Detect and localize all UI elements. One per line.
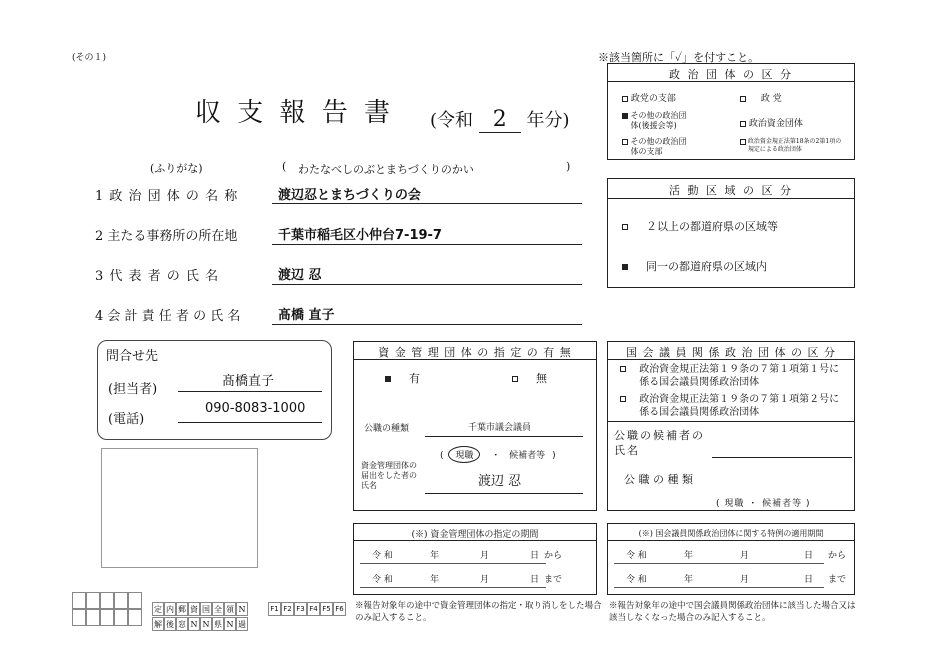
- contact-title: 問合せ先: [106, 345, 162, 364]
- period-diet-header: (※) 国会議員関係政治団体に関する特例の適用期間: [638, 529, 824, 538]
- divider: [353, 540, 597, 541]
- code-label-cell: 過: [236, 617, 248, 631]
- diet-position-label: 公 職 の 種 類: [624, 473, 693, 486]
- fund-mgmt-header: 資 金 管 理 団 体 の 指 定 の 有 無: [378, 346, 572, 359]
- period-fund-to-row: [372, 572, 594, 585]
- underline: [272, 244, 582, 245]
- code-cell[interactable]: [86, 609, 100, 626]
- day-unit: 日: [804, 551, 814, 561]
- code-label-cell: 定: [152, 602, 164, 616]
- diet-candidate-label: 公職の候補者の氏名: [614, 429, 705, 457]
- era-label: 令 和: [372, 575, 393, 585]
- fund-mgmt-notifier-label: 資金管理団体の届出をした者の氏名: [361, 461, 417, 490]
- code-cell[interactable]: [128, 592, 142, 609]
- month-unit: 月: [740, 575, 750, 585]
- checkbox-checked-icon[interactable]: [622, 264, 628, 270]
- fund-mgmt-status: [440, 446, 556, 463]
- code-label-cell: 解: [152, 617, 164, 631]
- checkbox-icon[interactable]: [740, 121, 746, 127]
- underline: [425, 436, 583, 437]
- month-unit: 月: [740, 551, 750, 561]
- contact-phone-label: (電話): [108, 412, 145, 427]
- code-label-cell: 郵: [176, 602, 188, 616]
- field-value-representative[interactable]: 渡辺 忍: [278, 268, 322, 283]
- furigana-close: ): [566, 160, 571, 173]
- underline: [272, 324, 582, 325]
- code-cell[interactable]: [100, 592, 114, 609]
- activity-single[interactable]: [622, 258, 767, 274]
- checkbox-icon[interactable]: [740, 96, 746, 102]
- org-type-art18[interactable]: [740, 138, 844, 154]
- divider: [607, 421, 855, 422]
- field-value-accountant[interactable]: 髙橋 直子: [278, 308, 335, 323]
- code-label-cell: 県: [212, 617, 224, 631]
- field-value-org-name[interactable]: 渡辺忍とまちづくりの会: [278, 188, 421, 203]
- divider: [607, 540, 855, 541]
- activity-single-label: 同一の都道府県の区域内: [646, 260, 767, 273]
- contact-person-value[interactable]: 髙橋直子: [222, 374, 275, 389]
- status-incumbent-circled[interactable]: 現職: [448, 446, 480, 463]
- day-unit: 日: [804, 575, 814, 585]
- year-value[interactable]: 2: [479, 107, 521, 133]
- period-diet-note: ※報告対象年の途中で国会議員関係政治団体に該当した場合又は該当しなくなった場合のみ記入すること。: [609, 601, 856, 623]
- status-dot: ・: [491, 451, 501, 461]
- f-code-cell: F5: [320, 602, 333, 616]
- blank-box: [101, 448, 258, 568]
- fund-mgmt-notifier-value[interactable]: 渡辺 忍: [478, 474, 522, 489]
- from-label: から: [544, 551, 563, 561]
- status-open: (: [440, 451, 444, 461]
- code-cell[interactable]: [114, 609, 128, 626]
- underline: [178, 422, 322, 423]
- underline: [712, 457, 852, 458]
- org-type-fund-label: 政治資金団体: [748, 119, 803, 129]
- code-cell[interactable]: [128, 609, 142, 626]
- underline: [272, 284, 582, 285]
- era-label: 令 和: [626, 551, 647, 561]
- divider: [353, 359, 597, 360]
- checkbox-icon[interactable]: [512, 376, 518, 382]
- era-label: 令 和: [372, 551, 393, 561]
- org-type-other-label: その他の政治団体(後援会等): [630, 111, 687, 130]
- code-label-cell: N: [200, 617, 212, 631]
- divider: [607, 359, 855, 360]
- code-label-cell: N: [236, 602, 248, 616]
- f-code-cell: F4: [307, 602, 320, 616]
- day-unit: 日: [530, 575, 540, 585]
- code-label-cell: N: [224, 617, 236, 631]
- code-row-bottom: [152, 617, 248, 631]
- diet-item-2[interactable]: [620, 393, 844, 419]
- period-fund-header: (※) 資金管理団体の指定の期間: [411, 530, 539, 540]
- checkbox-icon[interactable]: [622, 96, 628, 102]
- checkbox-checked-icon[interactable]: [385, 376, 391, 382]
- underline: [360, 587, 546, 588]
- period-diet-to-row: [626, 572, 852, 585]
- to-label: まで: [828, 575, 847, 585]
- org-type-other-branch[interactable]: [622, 137, 693, 157]
- period-diet-from-row: [626, 548, 852, 561]
- checkbox-icon[interactable]: [620, 366, 626, 372]
- f-code-cell: F6: [333, 602, 346, 616]
- org-type-art18-label: 政治資金規正法第18条の2第1項の規定による政治団体: [747, 138, 842, 153]
- f-code-cell: F1: [268, 602, 281, 616]
- org-type-party[interactable]: [740, 91, 782, 104]
- org-type-header: 政 治 団 体 の 区 分: [669, 68, 793, 81]
- year-prefix: (令和: [430, 110, 474, 131]
- status-close: ): [552, 451, 556, 461]
- era-label: 令 和: [626, 575, 647, 585]
- fund-mgmt-position-label: 公職の種類: [364, 424, 410, 434]
- field-label-accountant: 4 会 計 責 任 者 の 氏 名: [95, 309, 241, 324]
- furigana-value[interactable]: わたなべしのぶとまちづくりのかい: [298, 163, 474, 176]
- fund-mgmt-no-label: 無: [536, 372, 547, 385]
- month-unit: 月: [480, 575, 490, 585]
- diet-status: ( 現職 ・ 候補者等 ): [716, 499, 811, 509]
- org-type-other[interactable]: [622, 111, 693, 131]
- code-label-cell: 領: [224, 602, 236, 616]
- underline: [614, 587, 824, 588]
- to-label: まで: [544, 575, 563, 585]
- checkbox-icon[interactable]: [620, 396, 626, 402]
- day-unit: 日: [530, 551, 540, 561]
- activity-multi[interactable]: [622, 218, 778, 234]
- checkbox-icon[interactable]: [622, 224, 628, 230]
- field-label-org-name: 1 政 治 団 体 の 名 称: [95, 189, 239, 204]
- diet-item-1-label: 政治資金規正法第１９条の７第１項第１号に係る国会議員関係政治団体: [639, 364, 840, 388]
- org-type-party-label: 政 党: [760, 94, 782, 104]
- fund-mgmt-yes[interactable]: [385, 370, 420, 386]
- status-candidate: 候補者等: [509, 451, 546, 461]
- code-cell[interactable]: [86, 592, 100, 609]
- check-note: ※該当箇所に「✓」を付すこと。: [598, 51, 760, 64]
- org-type-other-branch-label: その他の政治団体の支部: [630, 137, 687, 156]
- checkbox-icon[interactable]: [622, 139, 628, 145]
- underline: [614, 563, 824, 564]
- fund-mgmt-no[interactable]: [512, 370, 547, 386]
- year-unit: 年: [430, 575, 440, 585]
- code-label-cell: 資: [188, 602, 200, 616]
- code-grid-blank-2: [72, 609, 142, 630]
- code-label-cell: 国: [200, 602, 212, 616]
- diet-item-2-label: 政治資金規正法第１９条の７第１項第２号に係る国会議員関係政治団体: [639, 394, 840, 418]
- code-label-cell: 窓: [176, 617, 188, 631]
- underline: [425, 493, 583, 494]
- underline: [272, 203, 582, 204]
- code-row-top: [152, 602, 248, 616]
- from-label: から: [828, 551, 847, 561]
- underline: [360, 563, 546, 564]
- year-unit: 年: [684, 551, 694, 561]
- f-code-cell: F2: [281, 602, 294, 616]
- underline: [178, 391, 322, 392]
- page-label: (その１): [72, 53, 107, 63]
- divider: [607, 81, 855, 82]
- activity-header: 活 動 区 域 の 区 分: [669, 184, 793, 197]
- code-label-cell: 全: [212, 602, 224, 616]
- field-value-address[interactable]: 千葉市稲毛区小仲台7-19-7: [278, 228, 442, 243]
- code-label-cell: 後: [164, 617, 176, 631]
- field-label-address: 2 主たる事務所の所在地: [95, 229, 238, 244]
- contact-phone-value[interactable]: 090-8083-1000: [205, 401, 306, 416]
- year-unit: 年: [684, 575, 694, 585]
- year-unit: 年: [430, 551, 440, 561]
- contact-person-label: (担当者): [108, 382, 158, 397]
- period-fund-from-row: [372, 548, 594, 561]
- diet-header: 国 会 議 員 関 係 政 治 団 体 の 区 分: [626, 346, 836, 359]
- furigana-label: (ふりがな): [150, 162, 203, 175]
- f-code-cell: F3: [294, 602, 307, 616]
- code-row-f: [268, 602, 346, 616]
- checkbox-checked-icon[interactable]: [622, 113, 628, 119]
- code-cell[interactable]: [72, 609, 86, 626]
- fund-mgmt-position-value[interactable]: 千葉市議会議員: [468, 423, 532, 433]
- code-label-cell: 内: [164, 602, 176, 616]
- period-fund-note: ※報告対象年の途中で資金管理団体の指定・取り消しをした場合のみ記入すること。: [355, 601, 602, 623]
- month-unit: 月: [480, 551, 490, 561]
- org-type-branch-label: 政党の支部: [630, 94, 676, 104]
- year-suffix: 年分): [526, 110, 570, 131]
- report-year: [430, 106, 570, 133]
- divider: [607, 198, 855, 199]
- diet-item-1[interactable]: [620, 363, 844, 389]
- code-cell[interactable]: [114, 592, 128, 609]
- checkbox-icon[interactable]: [740, 139, 746, 145]
- code-label-cell: N: [188, 617, 200, 631]
- activity-multi-label: ２以上の都道府県の区域等: [646, 220, 778, 233]
- code-cell[interactable]: [72, 592, 86, 609]
- org-type-branch[interactable]: [622, 91, 676, 104]
- fund-mgmt-yes-label: 有: [409, 372, 420, 385]
- furigana-open: (: [282, 160, 287, 173]
- page-title: 収 支 報 告 書: [195, 98, 395, 128]
- org-type-fund[interactable]: [740, 116, 803, 129]
- field-label-representative: 3 代 表 者 の 氏 名: [95, 269, 220, 284]
- code-cell[interactable]: [100, 609, 114, 626]
